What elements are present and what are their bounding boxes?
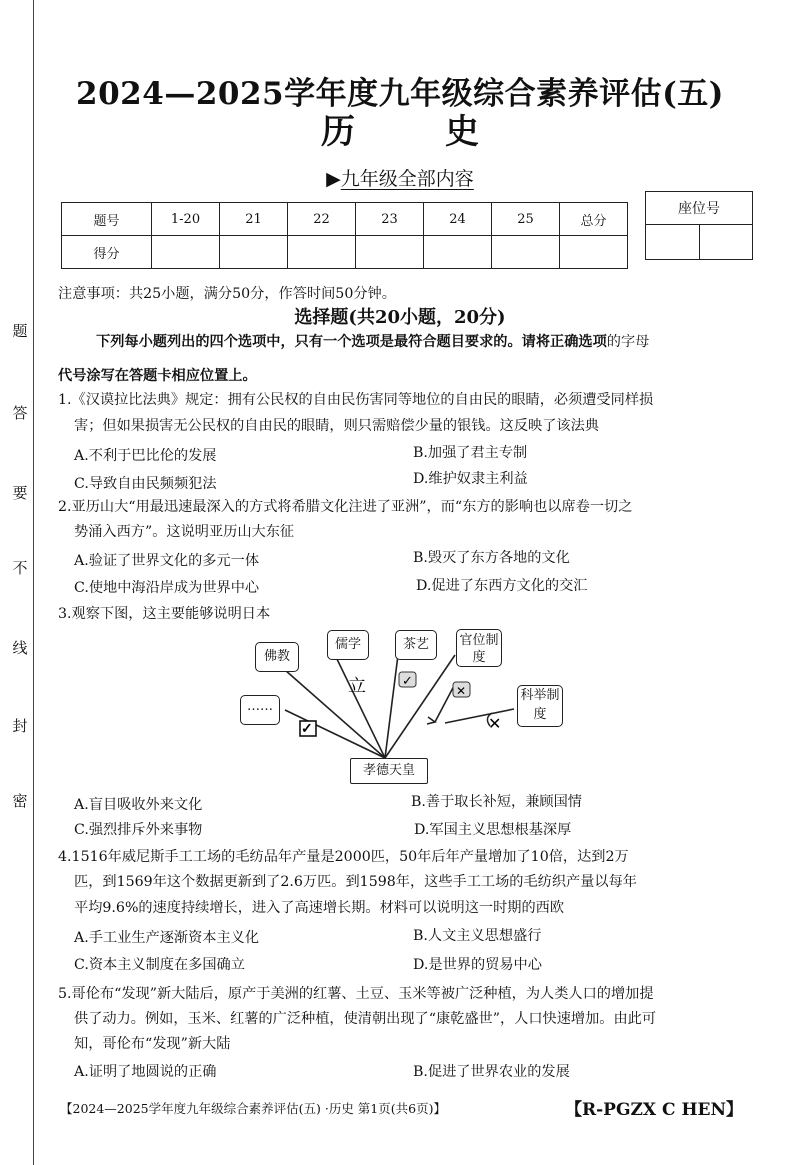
mark-check-tea: ✓	[402, 674, 413, 689]
page-footer: 【2024—2025学年度九年级综合素养评估(五) ·历史 第1页(共6页)】	[60, 1101, 446, 1116]
score-cell[interactable]	[152, 236, 220, 269]
score-row-label: 得分	[62, 236, 152, 269]
notice: 注意事项：共25小题，满分50分，作答时间50分钟。	[58, 286, 396, 302]
q1-line-1: 1.《汉谟拉比法典》规定：拥有公民权的自由民伤害同等地位的自由民的眼睛，必须遭受同样损	[58, 392, 654, 408]
node-buddhism: 佛教	[255, 642, 299, 672]
node-confucianism: 儒学	[327, 630, 369, 660]
q3-option-b[interactable]: B.善于取长补短，兼顾国情	[411, 794, 582, 810]
q4-line-1: 4.1516年威尼斯手工工场的毛纺品年产量是2000匹，50年后年产量增加了10倍，达到2万	[58, 849, 629, 865]
q2-line-2: 势涌入西方”。这说明亚历山大东征	[74, 524, 295, 540]
score-col: 1-20	[152, 203, 220, 236]
q5-option-b[interactable]: B.促进了世界农业的发展	[413, 1064, 570, 1080]
node-official-rank: 官位制度	[456, 629, 502, 667]
score-cell[interactable]	[288, 236, 356, 269]
side-char-6: 封	[12, 717, 28, 735]
node-emperor-kotoku: 孝德天皇	[350, 758, 428, 784]
mark-li: 立	[348, 676, 366, 697]
q4-option-c[interactable]: C.资本主义制度在多国确立	[74, 957, 245, 973]
q4-line-2: 匹，到1569年这个数据更新到了2.6万匹。到1598年，这些手工工场的毛纺织产量以每年	[74, 874, 637, 890]
q4-line-3: 平均9.6%的速度持续增长，进入了高速增长期。材料可以说明这一时期的西欧	[74, 900, 565, 916]
seat-label: 座位号	[646, 192, 753, 225]
q4-option-d[interactable]: D.是世界的贸易中心	[413, 957, 542, 973]
section-instruction-2: 代号涂写在答题卡相应位置上。	[58, 368, 257, 384]
q2-option-d[interactable]: D.促进了东西方文化的交汇	[416, 578, 588, 594]
japan-reform-diagram	[230, 625, 560, 785]
side-char-5: 线	[12, 639, 28, 657]
scope-text: 九年级全部内容	[340, 168, 474, 190]
mark-check-dots: ✓	[301, 721, 313, 737]
instr-bold: 下列每小题列出的四个选项中，只有一个选项是最符合题目要求的。请将正确选项	[96, 334, 607, 350]
q2-option-b[interactable]: B.毁灭了东方各地的文化	[413, 550, 570, 566]
side-char-7: 密	[12, 792, 28, 810]
side-char-3: 要	[12, 484, 28, 502]
node-etc: ……	[240, 695, 280, 725]
score-header-label: 题号	[62, 203, 152, 236]
node-keju: 科举制度	[517, 685, 563, 727]
q5-option-a[interactable]: A.证明了地圆说的正确	[74, 1064, 217, 1080]
score-col: 23	[356, 203, 424, 236]
mark-cross-official: ✕	[456, 684, 467, 698]
section-instruction-1	[96, 332, 793, 352]
score-table	[61, 202, 628, 269]
seat-cell-2[interactable]	[699, 225, 753, 260]
score-cell[interactable]	[492, 236, 560, 269]
q3-option-d[interactable]: D.军国主义思想根基深厚	[414, 822, 572, 838]
score-col: 21	[220, 203, 288, 236]
side-char-2: 答	[12, 404, 28, 422]
q4-option-b[interactable]: B.人文主义思想盛行	[413, 928, 542, 944]
q2-line-1: 2.亚历山大“用最迅速最深入的方式将希腊文化注进了亚洲”，而“东方的影响也以席卷一切之	[58, 499, 633, 515]
seat-cell-1[interactable]	[646, 225, 700, 260]
q3-option-a[interactable]: A.盲目吸收外来文化	[74, 797, 203, 813]
score-col: 22	[288, 203, 356, 236]
score-col: 25	[492, 203, 560, 236]
q3-line-1: 3.观察下图，这主要能够说明日本	[58, 606, 271, 622]
q5-line-3: 知，哥伦布“发现”新大陆	[74, 1036, 231, 1052]
score-cell[interactable]	[560, 236, 628, 269]
paper-code: 【R-PGZX C HEN】	[565, 1100, 744, 1120]
score-cell[interactable]	[424, 236, 492, 269]
binding-line	[33, 0, 34, 1165]
q5-line-2: 供了动力。例如，玉米、红薯的广泛种植，使清朝出现了“康乾盛世”，人口快速增加。由此可	[74, 1011, 657, 1027]
exam-title: 2024—2025学年度九年级综合素养评估(五)	[76, 76, 724, 112]
q5-line-1: 5.哥伦布“发现”新大陆后，原产于美洲的红薯、土豆、玉米等被广泛种植，为人类人口的增加提	[58, 986, 654, 1002]
triangle-icon: ▶	[326, 168, 341, 190]
q1-line-2: 害；但如果损害无公民权的自由民的眼睛，则只需赔偿少量的银钱。这反映了该法典	[74, 418, 599, 434]
q3-option-c[interactable]: C.强烈排斥外来事物	[74, 822, 203, 838]
seat-table	[645, 191, 753, 260]
section-title: 选择题(共20小题，20分)	[294, 307, 506, 328]
q2-option-c[interactable]: C.使地中海沿岸成为世界中心	[74, 580, 260, 596]
side-char-1: 题	[12, 322, 28, 340]
instr-tail: 的字母	[606, 334, 650, 350]
scope-line	[250, 164, 550, 191]
score-cell[interactable]	[356, 236, 424, 269]
q1-option-a[interactable]: A.不利于巴比伦的发展	[74, 448, 217, 464]
score-cell[interactable]	[220, 236, 288, 269]
q2-option-a[interactable]: A.验证了世界文化的多元一体	[74, 553, 260, 569]
mark-cross-keju: ✕	[488, 714, 502, 733]
side-char-4: 不	[12, 559, 28, 577]
score-col: 24	[424, 203, 492, 236]
q1-option-c[interactable]: C.导致自由民频频犯法	[74, 476, 217, 492]
q1-option-b[interactable]: B.加强了君主专制	[413, 445, 528, 461]
q1-option-d[interactable]: D.维护奴隶主利益	[413, 471, 528, 487]
subject-title: 历史	[321, 112, 569, 152]
score-col: 总分	[560, 203, 628, 236]
node-tea: 茶艺	[395, 630, 437, 660]
q4-option-a[interactable]: A.手工业生产逐渐资本主义化	[74, 930, 260, 946]
